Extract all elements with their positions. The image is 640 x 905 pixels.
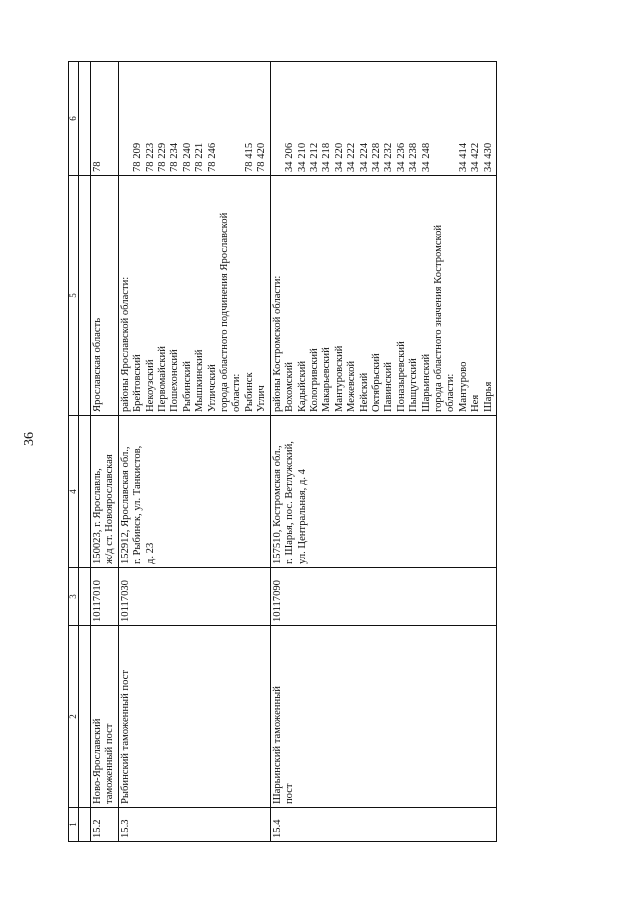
post-code: 10117030 bbox=[118, 568, 270, 626]
region-codes-line: 34 236 bbox=[395, 142, 407, 172]
column-number: 4 bbox=[69, 416, 79, 568]
blank-header-row bbox=[79, 62, 91, 842]
region-codes-line: 34 212 bbox=[308, 142, 320, 172]
column-number: 5 bbox=[69, 176, 79, 416]
region-list bbox=[270, 176, 496, 416]
post-name-line: Шарьинский таможенный bbox=[271, 686, 283, 804]
region-list-line: Нейский bbox=[358, 372, 370, 412]
region-list bbox=[118, 176, 270, 416]
region-list-line: Брейтовский bbox=[132, 354, 144, 412]
region-codes-line: 78 234 bbox=[169, 142, 181, 172]
region-list-line: Углич bbox=[256, 385, 268, 412]
post-name-line: таможенный пост bbox=[104, 723, 116, 804]
row-number: 15.2 bbox=[91, 808, 119, 842]
region-codes-line bbox=[120, 65, 132, 172]
region-codes-line: 78 209 bbox=[132, 142, 144, 172]
region-codes-line: 78 415 bbox=[243, 142, 255, 172]
region-codes-line: 34 210 bbox=[296, 142, 308, 172]
post-name-line: Рыбинский таможенный пост bbox=[119, 670, 131, 804]
region-list-line: Межевской bbox=[346, 360, 358, 412]
region-list bbox=[91, 176, 119, 416]
post-name-line: Ново-Ярославский bbox=[92, 718, 103, 804]
region-list-line: области: bbox=[231, 373, 243, 412]
region-codes bbox=[91, 62, 119, 176]
column-number: 1 bbox=[69, 808, 79, 842]
region-list-line: Первомайский bbox=[157, 346, 169, 412]
region-list-line: Макарьевский bbox=[321, 347, 333, 412]
post-address bbox=[118, 416, 270, 568]
blank-cell bbox=[79, 416, 91, 568]
rotated-table-container bbox=[68, 62, 628, 842]
region-list-line: Шарьинский bbox=[420, 353, 432, 412]
post-address bbox=[270, 416, 496, 568]
post-address-line: 152912, Ярославская обл., bbox=[119, 446, 131, 564]
post-address-line: 150023, г. Ярославль, bbox=[92, 468, 103, 564]
post-code: 10117010 bbox=[91, 568, 119, 626]
blank-cell bbox=[79, 176, 91, 416]
region-list-line: Пыщугский bbox=[408, 358, 420, 412]
region-codes-line: 34 422 bbox=[470, 142, 482, 172]
region-codes-line: 34 430 bbox=[482, 142, 494, 172]
blank-cell bbox=[79, 808, 91, 842]
region-codes-line: 34 224 bbox=[358, 142, 370, 172]
region-codes-line: 34 414 bbox=[457, 142, 469, 172]
region-list-line: Мышкинский bbox=[194, 349, 206, 412]
region-codes-line bbox=[231, 65, 243, 172]
region-list-line: области: bbox=[445, 373, 457, 412]
region-codes-line bbox=[219, 65, 231, 172]
post-address-line: ж/д ст. Новоярославская bbox=[104, 454, 116, 564]
region-codes-line: 78 bbox=[92, 161, 103, 172]
region-list-line: города областного значения Костромской bbox=[432, 224, 444, 412]
post-name bbox=[270, 626, 496, 808]
region-codes-line: 78 221 bbox=[194, 142, 206, 172]
region-codes-line: 34 248 bbox=[420, 142, 432, 172]
region-list-line: Вохомский bbox=[284, 362, 296, 412]
blank-cell bbox=[79, 62, 91, 176]
region-list-line: Кадыйский bbox=[296, 361, 308, 412]
region-codes-line: 34 232 bbox=[383, 142, 395, 172]
table-body bbox=[91, 62, 497, 842]
post-address bbox=[91, 416, 119, 568]
post-address-line: г. Рыбинск, ул. Танкистов, bbox=[132, 445, 144, 564]
region-codes-line bbox=[445, 65, 457, 172]
column-number: 3 bbox=[69, 568, 79, 626]
region-codes-line: 78 420 bbox=[256, 142, 268, 172]
region-list-line: Некоузский bbox=[144, 359, 156, 412]
region-codes-line: 78 246 bbox=[206, 142, 218, 172]
page-number: 36 bbox=[22, 432, 37, 446]
region-list-line: районы Костромской области: bbox=[271, 275, 283, 412]
region-codes bbox=[118, 62, 270, 176]
region-list-line: Мантурово bbox=[457, 361, 469, 412]
region-list-line: Кологривский bbox=[308, 348, 320, 412]
region-list-line: Павинский bbox=[383, 362, 395, 412]
region-codes-line: 34 218 bbox=[321, 142, 333, 172]
post-name bbox=[118, 626, 270, 808]
region-list-line: Октябрьский bbox=[370, 353, 382, 412]
customs-posts-table bbox=[68, 61, 497, 842]
region-codes-line: 78 240 bbox=[181, 142, 193, 172]
region-list-line: Шарья bbox=[482, 381, 494, 412]
post-name-line: пост bbox=[284, 783, 296, 804]
row-number: 15.3 bbox=[118, 808, 270, 842]
region-list-line: Рыбинск bbox=[243, 372, 255, 412]
blank-cell bbox=[79, 626, 91, 808]
region-codes-line: 78 229 bbox=[157, 142, 169, 172]
post-address-line: 157510, Костромская обл., bbox=[271, 445, 283, 564]
region-list-line: районы Ярославской области: bbox=[119, 276, 131, 412]
region-codes-line: 78 223 bbox=[144, 142, 156, 172]
table-row bbox=[91, 62, 119, 842]
region-list-line: Угличский bbox=[206, 364, 218, 412]
table-row bbox=[118, 62, 270, 842]
post-address-line: ул. Центральная, д. 4 bbox=[296, 469, 308, 564]
region-list-line: Рыбинский bbox=[181, 361, 193, 412]
region-codes bbox=[270, 62, 496, 176]
post-code: 10117090 bbox=[270, 568, 496, 626]
region-list-line: Поназыревский bbox=[395, 341, 407, 412]
column-number-row bbox=[69, 62, 79, 842]
region-list-line: города областного подчинения Ярославской bbox=[219, 212, 231, 412]
region-codes-line bbox=[433, 65, 445, 172]
region-list-line: Мантуровский bbox=[333, 345, 345, 412]
region-codes-line: 34 238 bbox=[408, 142, 420, 172]
region-codes-line bbox=[272, 65, 284, 172]
region-codes-line: 34 228 bbox=[370, 142, 382, 172]
blank-cell bbox=[79, 568, 91, 626]
column-number: 6 bbox=[69, 62, 79, 176]
region-list-line: Ярославская область bbox=[92, 317, 103, 412]
region-codes-line: 34 220 bbox=[333, 142, 345, 172]
table-row bbox=[270, 62, 496, 842]
post-address-line: г. Шарья, пос. Ветлужский, bbox=[284, 441, 296, 564]
region-codes-line: 34 222 bbox=[346, 142, 358, 172]
region-list-line: Пошехонский bbox=[169, 349, 181, 412]
row-number: 15.4 bbox=[270, 808, 496, 842]
column-number: 2 bbox=[69, 626, 79, 808]
post-address-line: д. 23 bbox=[144, 542, 156, 564]
region-codes-line: 34 206 bbox=[284, 142, 296, 172]
region-list-line: Нея bbox=[470, 394, 482, 412]
post-name bbox=[91, 626, 119, 808]
